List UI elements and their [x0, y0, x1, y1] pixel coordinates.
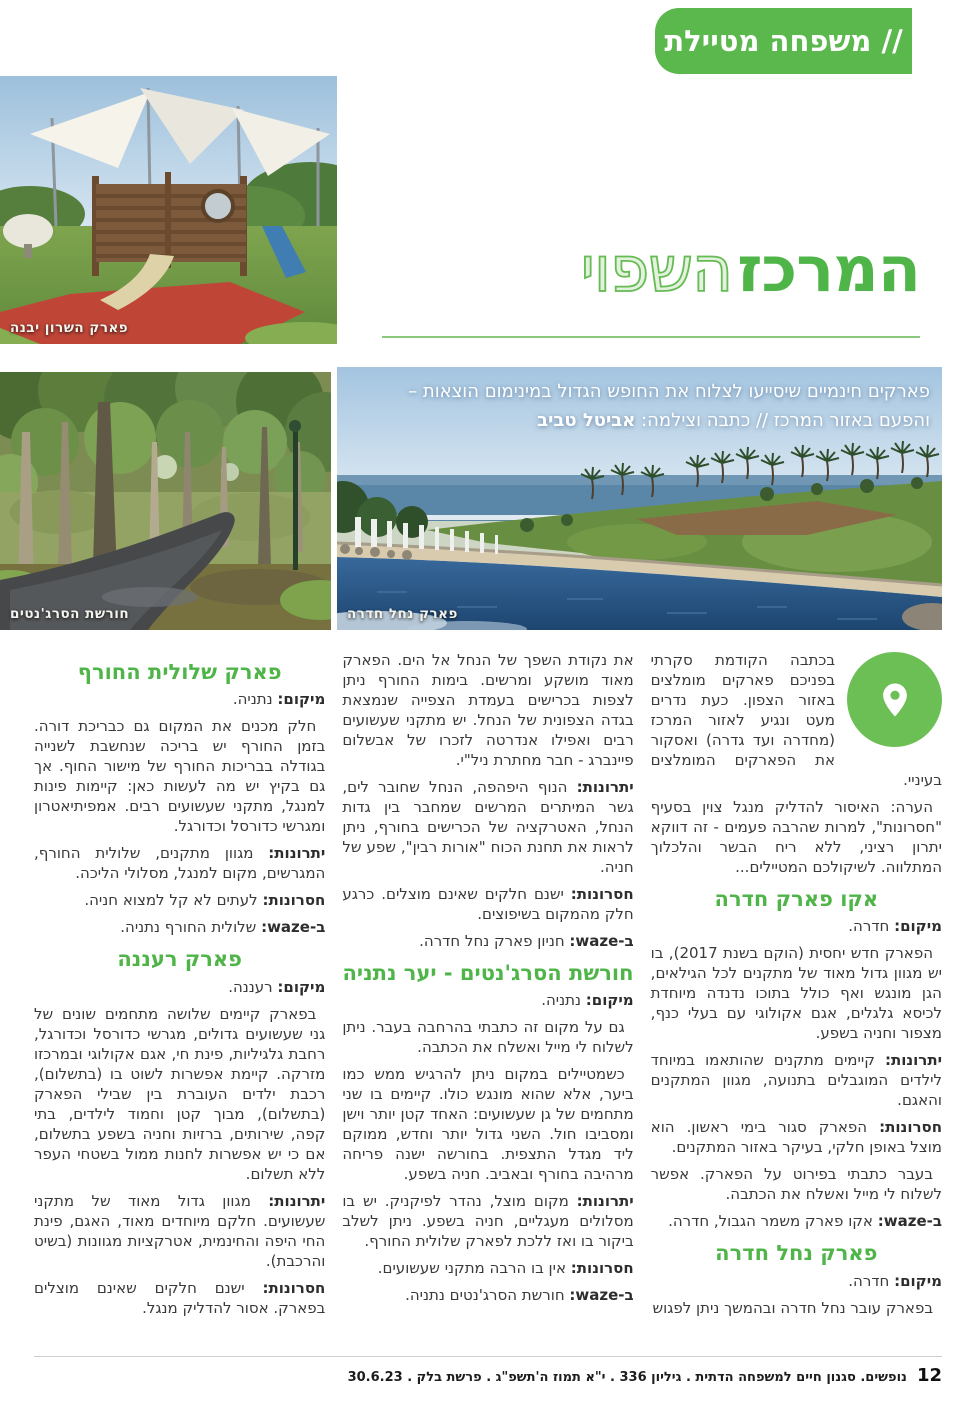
body-paragraph: בעבר כתבתי בפירוט על הפארק. אפשר לשלוח לי מייל ואשלח את הכתבה.	[650, 1165, 942, 1204]
photo-caption: פארק השרון יבנה	[10, 320, 129, 336]
paragraph-label: ב-waze:	[569, 932, 634, 950]
column-right	[651, 650, 942, 1325]
author-name: אביטל טביב	[537, 410, 636, 431]
body-paragraph: יתרונות: מגוון גדול מאוד של מתקני שעשועים. חלקם מיוחדים מאוד, האגם, פינת החי היפה והחינמית, אטרקציות מגוונות (בשיט והרכבת).	[34, 1191, 326, 1270]
standfirst-credit-prefix: והפעם באזור המרכז // כתבה וצילמה:	[635, 410, 930, 431]
column-left	[34, 650, 325, 1325]
body-paragraph: חסרונות: ישנם חלקים שאינם מוצלים בפארק. אסור להדליק מנגל.	[34, 1278, 326, 1317]
body-paragraph: ב-waze: אקו פארק משמר הגבול, חדרה.	[668, 1212, 942, 1231]
standfirst-line2	[408, 406, 930, 435]
paragraph-label: מיקום:	[585, 991, 634, 1010]
body-paragraph: מיקום: חדרה.	[848, 917, 942, 936]
location-pin-badge	[847, 652, 942, 747]
article-body	[34, 650, 942, 1325]
paragraph-label: חסרונות:	[570, 885, 634, 903]
paragraph-label: חסרונות:	[879, 1118, 942, 1137]
paragraph-label: יתרונות:	[576, 778, 634, 796]
paragraph-label: ב-waze:	[261, 918, 326, 937]
playground-illustration	[0, 76, 337, 344]
footer-text	[348, 1370, 907, 1385]
paragraph-label: מיקום:	[894, 917, 942, 936]
body-paragraph: גם על מקום זה כתבתי בהרחבה בעבר. ניתן לשלוח לי מייל ואשלח את הכתבה.	[342, 1018, 634, 1057]
body-paragraph: בפארק קיימים שלושה מתחמים שונים של גני שעשועים גדולים, מגרשי כדורסל וכדורגל, רחבת גלגיליות, פינת חי, אגם אקולוגי ובמרכזו מזרקה. קיימת אפשרות לשוט בו (בתשלום), רכבת ילדים העוברת בין שבילי הפארק (בתשלום), מבוך קטן וחמוד לילדים, בתי קפה, שירותים, ברזיות וחניה בשפע בתשלום, אם כי יש אפשרות לחנות ממול בשטחי העפר ללא תשלום.	[34, 1004, 326, 1183]
paragraph-label: ב-waze:	[877, 1212, 942, 1231]
magazine-brand: נופשים.	[860, 1370, 907, 1385]
body-paragraph: ב-waze: שלולית החורף נתניה.	[120, 918, 326, 937]
page-number: 12	[916, 1365, 942, 1386]
paragraph-label: ב-waze:	[569, 1286, 634, 1305]
body-paragraph: יתרונות: מקום מוצל, נהדר לפיקניק. יש בו מסלולים מעגליים, חניה בשפע. ניתן לשלב ביקור בו ואז ללכת לפארק שלולית החורף.	[342, 1192, 634, 1251]
park-heading: חורשת הסרג'נטים - יער נתניה	[342, 961, 634, 985]
park-heading: פארק נחל חדרה	[715, 1241, 878, 1266]
section-badge-label: // משפחה מטיילת	[664, 24, 903, 58]
intro-note: הערה: האיסור להדליק מנגל צוין בסעיף "חסרונות", למרות שהרבה פעמים - זה דווקא יתרון רציני, ללא ריח הבשר והלכלוך המתלווה. לשיקולכם המטיילים...	[650, 798, 942, 876]
body-paragraph: מיקום: חדרה.	[848, 1271, 942, 1290]
footer-issue-info: סגנון חיים למשפחה הדתית . גיליון 336 . י"א תמוז ה'תשפ"ג . פרשת בלק . 30.6.23	[347, 1370, 856, 1385]
body-paragraph: כשמטיילים במקום ניתן להרגיש ממש כמו ביער, אלא שהוא מונגש כולו. קיימים בו שני מתחמים של גן שעשועים: האחד קטן יותר וישן ומסביבו חול. השני גדול יותר וחדש, ממוקם ליד מגדל התצפית. בחורשה ישנה פריחה מרהיבה בחורף ובאביב. חניה בשפע.	[342, 1065, 634, 1184]
page-footer	[34, 1356, 942, 1386]
body-paragraph: חסרונות: הפארק סגור בימי ראשון. הוא מוצל באופן חלקי, בעיקר באזור המתקנים.	[650, 1118, 942, 1157]
paragraph-label: מיקום:	[277, 977, 326, 996]
forest-photo	[0, 372, 331, 630]
body-paragraph: הפארק חדש יחסית (הוקם בשנת 2017), בו יש מגוון גדול מאוד של מתקנים לכל הגילאים, הגן מונגש ואף כולל בתוכו נדנדה מיוחדת לכיסא גלגלים, אגם אקולוגי עם בעלי כנף, מצפור וחניה בשפע.	[650, 944, 942, 1043]
paragraph-label: יתרונות:	[884, 1051, 942, 1070]
body-paragraph: חסרונות: ישנם חלקים שאינם מוצלים. כרגע חלק מהמקום בשיפוצים.	[342, 885, 634, 923]
paragraph-label: חסרונות:	[262, 891, 326, 910]
photo-caption: חורשת הסרג'נטים	[10, 606, 130, 622]
park-heading: אקו פארק חדרה	[714, 887, 879, 911]
paragraph-label: מיקום:	[277, 690, 326, 709]
body-paragraph: יתרונות: קיימים מתקנים שהותאמו במיוחד לילדים המוגבלים בתנועה, מגוון המתקנים והאגם.	[650, 1051, 942, 1110]
park-heading: פארק רעננה	[117, 947, 242, 972]
intro-paragraph: בכתבה הקודמת סקרתי בפניכם פארקים מומלצים באזור הצפון. כעת נדרים מעט ונגיע לאזור המרכז (מחדרה ועד גדרה) ואסקור את הפארקים המומלצים בעיניי.	[650, 651, 942, 789]
standfirst-line1: פארקים חינמיים שיסייעו לצלוח את החופש הגדול במינימום הוצאות –	[408, 381, 930, 402]
body-paragraph: ב-waze: חורשת הסרג'נטים נתניה.	[405, 1286, 634, 1305]
body-paragraph: ב-waze: חניון פארק נחל חדרה.	[419, 932, 634, 950]
paragraph-label: יתרונות:	[268, 1191, 326, 1210]
body-paragraph: יתרונות: מגוון מתקנים, שלולית החורף, המגרשים, מקום למנגל, מסלולי הליכה.	[34, 844, 326, 883]
paragraph-label: יתרונות:	[268, 844, 326, 863]
intro-block	[651, 650, 942, 790]
standfirst	[408, 377, 930, 435]
photo-caption: פארק נחל חדרה	[347, 606, 458, 622]
paragraph-label: יתרונות:	[576, 1192, 634, 1211]
title-underline	[382, 336, 920, 338]
paragraph-label: מיקום:	[894, 1271, 942, 1290]
body-paragraph: חסרונות: לעתים לא קל למצוא חניה.	[84, 891, 326, 910]
page-title-light-word: השפוי	[580, 233, 733, 306]
body-paragraph: יתרונות: הנוף היפהפה, הנחל שחובר לים, גשר המיתרים המרשים שמחבר בין גדות הנחל, האטרקציה של הכרישים בחורף, ניתן לראות את תחנת הכוח "אורות רבין", שפע של חניה.	[342, 778, 634, 876]
forest-illustration	[0, 372, 331, 630]
playground-photo	[0, 76, 337, 344]
body-paragraph: חלק מכנים את המקום גם כבריכת דורה. בזמן החורף יש בריכה שנחשבת לשנייה בגודלה בבריכות החורף של מישור החוף. אך גם בקיץ יש מה לעשות כאן: קיימות פינות למנגל, מתקני שעשועים רבים. אמפיתיאטרון ומגרשי כדורסל וכדורגל.	[34, 717, 326, 836]
body-paragraph: מיקום: רעננה.	[228, 977, 326, 996]
column-middle	[342, 650, 633, 1325]
body-paragraph: מיקום: נתניה.	[232, 690, 326, 709]
page-title	[580, 233, 920, 306]
body-paragraph: מיקום: נתניה.	[541, 991, 634, 1010]
body-paragraph: את נקודת השפך של הנחל אל הים. הפארק מאוד מושקע ומרשים. בימות החורף ניתן לצפות בכרישים בעמדת הצפייה שנמצאת בגדה הצפונית של הנחל. יש מתקני שעשועים רבים ואפילו אנדרטה לזכרו של אבשלום פיינברג - חבר מחתרת ניל"י.	[342, 651, 634, 769]
park-heading: פארק שלולית החורף	[77, 660, 282, 684]
body-paragraph: בפארק עובר נחל חדרה ובהמשך ניתן לפגוש	[652, 1298, 933, 1317]
section-badge	[655, 8, 912, 74]
paragraph-label: חסרונות:	[570, 1259, 634, 1278]
page-title-bold-word: המרכז	[737, 233, 920, 306]
paragraph-label: חסרונות:	[262, 1278, 326, 1297]
location-pin-icon	[872, 677, 918, 723]
body-paragraph: חסרונות: אין בו הרבה מתקני שעשועים.	[377, 1259, 634, 1278]
